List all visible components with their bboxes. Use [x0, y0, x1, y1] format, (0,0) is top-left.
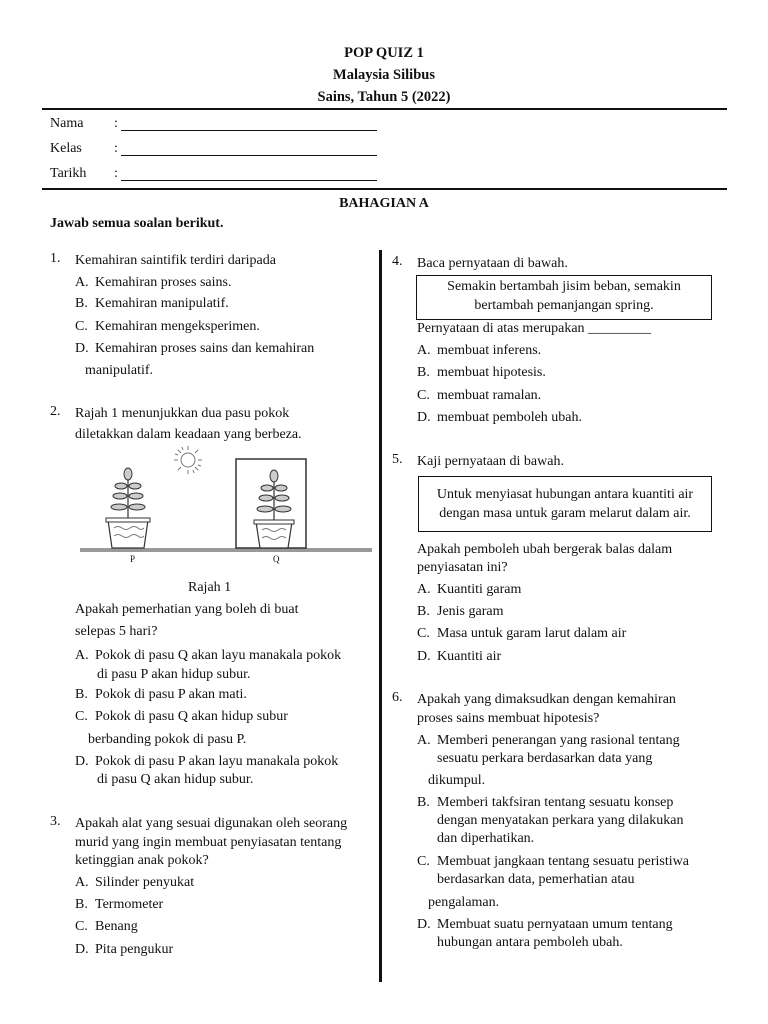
q6-option-d[interactable] [417, 915, 673, 934]
option-letter: C. [75, 709, 88, 724]
q6-option-a-cont-1: sesuatu perkara berdasarkan data yang [437, 751, 653, 766]
nama-field[interactable] [121, 130, 377, 131]
option-letter: C. [417, 854, 430, 869]
q2-option-c[interactable] [75, 707, 288, 726]
option-letter: B. [75, 296, 88, 311]
plant-q-icon [254, 470, 294, 548]
q5-option-c[interactable] [417, 624, 626, 643]
fields-rule [42, 188, 727, 190]
q2-ask-2: selepas 5 hari? [75, 624, 158, 639]
q2-text-2: diletakkan dalam keadaan yang berbeza. [75, 427, 302, 442]
option-letter: A. [75, 275, 89, 290]
q5-ask-1: Apakah pemboleh ubah bergerak balas dalam [417, 542, 673, 557]
q6-option-c[interactable] [417, 852, 689, 871]
header-rule [42, 108, 727, 110]
plant-p-icon [106, 468, 150, 548]
q6-option-b-cont-2: dan diperhatikan. [437, 831, 535, 846]
option-text: Kuantiti air [437, 649, 502, 664]
option-text: Pokok di pasu Q akan hidup subur [95, 709, 288, 724]
option-text: Kemahiran proses sains. [95, 275, 232, 290]
option-letter: D. [417, 410, 431, 425]
q1-number: 1. [50, 251, 61, 266]
option-text: Jenis garam [437, 604, 504, 619]
option-letter: D. [75, 754, 89, 769]
sun-icon [174, 446, 202, 474]
q5-statement-box [418, 476, 712, 532]
q5-option-b[interactable] [417, 602, 503, 621]
kelas-colon: : [114, 141, 118, 156]
q5-ask-2: penyiasatan ini? [417, 560, 508, 575]
option-letter: A. [75, 648, 89, 663]
q6-option-b-cont-1: dengan menyatakan perkara yang dilakukan [437, 813, 684, 828]
option-text: Benang [95, 919, 138, 934]
option-letter: A. [75, 875, 89, 890]
tarikh-field[interactable] [121, 180, 377, 181]
section-instruction: Jawab semua soalan berikut. [50, 216, 224, 231]
q2-text-1: Rajah 1 menunjukkan dua pasu pokok [75, 406, 290, 421]
option-text: Termometer [95, 897, 164, 912]
option-letter: A. [417, 582, 431, 597]
option-text: Pokok di pasu Q akan layu manakala pokok [95, 648, 342, 663]
q4-option-a[interactable] [417, 341, 541, 360]
q6-option-c-cont-2: pengalaman. [428, 895, 500, 910]
option-letter: B. [417, 795, 430, 810]
label-p: P [130, 554, 136, 564]
quiz-subject: Sains, Tahun 5 (2022) [317, 89, 451, 105]
option-text: Kemahiran mengeksperimen. [95, 319, 260, 334]
q5-number: 5. [392, 452, 403, 467]
option-letter: D. [417, 649, 431, 664]
q4-number: 4. [392, 254, 403, 269]
option-letter: B. [75, 687, 88, 702]
q1-option-a[interactable] [75, 273, 231, 292]
q6-option-c-cont-1: berdasarkan data, pemerhatian atau [437, 872, 635, 887]
q4-ask: Pernyataan di atas merupakan _________ [417, 321, 652, 336]
q3-option-d[interactable] [75, 940, 173, 959]
kelas-label: Kelas [50, 141, 82, 156]
q2-option-d-cont: di pasu Q akan hidup subur. [97, 772, 254, 787]
q5-statement-line-1: Untuk menyiasat hubungan antara kuantiti air [436, 487, 694, 502]
option-text: Memberi penerangan yang rasional tentang [437, 733, 680, 748]
option-text: membuat pemboleh ubah. [437, 410, 583, 425]
option-text: Pokok di pasu P akan mati. [95, 687, 247, 702]
q4-statement-box [416, 275, 712, 320]
option-text: Memberi takfsiran tentang sesuatu konsep [437, 795, 674, 810]
q3-option-c[interactable] [75, 917, 138, 936]
q4-option-c[interactable] [417, 386, 541, 405]
q6-option-a[interactable] [417, 731, 680, 750]
label-q: Q [273, 554, 280, 564]
option-letter: A. [417, 733, 431, 748]
q3-text-2: murid yang ingin membuat penyiasatan tentang [75, 835, 342, 850]
q6-number: 6. [392, 690, 403, 705]
q3-option-a[interactable] [75, 873, 194, 892]
q4-option-d[interactable] [417, 408, 582, 427]
q3-text-3: ketinggian anak pokok? [75, 853, 209, 868]
q4-text: Baca pernyataan di bawah. [417, 256, 568, 271]
option-text: membuat ramalan. [437, 388, 542, 403]
q4-statement-line-1: Semakin bertambah jisim beban, semakin [447, 279, 681, 294]
q3-option-b[interactable] [75, 895, 163, 914]
q5-statement-line-2: dengan masa untuk garam melarut dalam air. [439, 506, 691, 521]
option-text: Kuantiti garam [437, 582, 522, 597]
q4-statement-line-2: bertambah pemanjangan spring. [474, 298, 654, 313]
option-text: Pita pengukur [95, 942, 174, 957]
option-letter: D. [75, 341, 89, 356]
q2-option-c-cont: berbanding pokok di pasu P. [88, 732, 247, 747]
q2-option-a-cont: di pasu P akan hidup subur. [97, 667, 251, 682]
option-text: membuat hipotesis. [437, 365, 546, 380]
kelas-field[interactable] [121, 155, 377, 156]
tarikh-label: Tarikh [50, 166, 87, 181]
nama-label: Nama [50, 116, 84, 131]
option-text: Kemahiran manipulatif. [95, 296, 229, 311]
plant-diagram [78, 444, 372, 568]
section-title: BAHAGIAN A [339, 196, 429, 211]
q6-option-a-cont-2: dikumpul. [428, 773, 486, 788]
q1-option-d-cont: manipulatif. [85, 363, 154, 378]
q2-option-d[interactable] [75, 752, 338, 771]
q4-option-b[interactable] [417, 363, 546, 382]
option-text: membuat inferens. [437, 343, 542, 358]
option-letter: D. [75, 942, 89, 957]
option-text: Membuat suatu pernyataan umum tentang [437, 917, 673, 932]
q3-text-1: Apakah alat yang sesuai digunakan oleh seorang [75, 816, 348, 831]
option-letter: C. [75, 319, 88, 334]
quiz-title: POP QUIZ 1 [344, 45, 424, 61]
nama-colon: : [114, 116, 118, 131]
q1-option-c[interactable] [75, 317, 260, 336]
q2-option-b[interactable] [75, 685, 247, 704]
option-letter: A. [417, 343, 431, 358]
option-letter: B. [75, 897, 88, 912]
option-letter: B. [417, 365, 430, 380]
q6-option-b[interactable] [417, 793, 673, 812]
q1-text: Kemahiran saintifik terdiri daripada [75, 253, 276, 268]
q6-text-2: proses sains membuat hipotesis? [417, 711, 600, 726]
q2-ask-1: Apakah pemerhatian yang boleh di buat [75, 602, 299, 617]
q5-option-a[interactable] [417, 580, 521, 599]
q3-number: 3. [50, 814, 61, 829]
q1-option-b[interactable] [75, 294, 229, 313]
option-text: Pokok di pasu P akan layu manakala pokok [95, 754, 339, 769]
option-letter: C. [75, 919, 88, 934]
option-text: Silinder penyukat [95, 875, 195, 890]
column-divider [379, 250, 382, 982]
option-text: Kemahiran proses sains dan kemahiran [95, 341, 315, 356]
q5-option-d[interactable] [417, 647, 501, 666]
option-letter: B. [417, 604, 430, 619]
option-text: Masa untuk garam larut dalam air [437, 626, 627, 641]
tarikh-colon: : [114, 166, 118, 181]
option-text: Membuat jangkaan tentang sesuatu peristiwa [437, 854, 689, 869]
quiz-subtitle: Malaysia Silibus [333, 67, 435, 83]
q1-option-d[interactable] [75, 339, 314, 358]
option-letter: C. [417, 626, 430, 641]
q6-option-d-cont: hubungan antara pemboleh ubah. [437, 935, 623, 950]
option-letter: C. [417, 388, 430, 403]
q6-text-1: Apakah yang dimaksudkan dengan kemahiran [417, 692, 676, 707]
q2-option-a[interactable] [75, 646, 341, 665]
option-letter: D. [417, 917, 431, 932]
q5-text: Kaji pernyataan di bawah. [417, 454, 564, 469]
q2-number: 2. [50, 404, 61, 419]
figure-caption: Rajah 1 [188, 580, 232, 595]
